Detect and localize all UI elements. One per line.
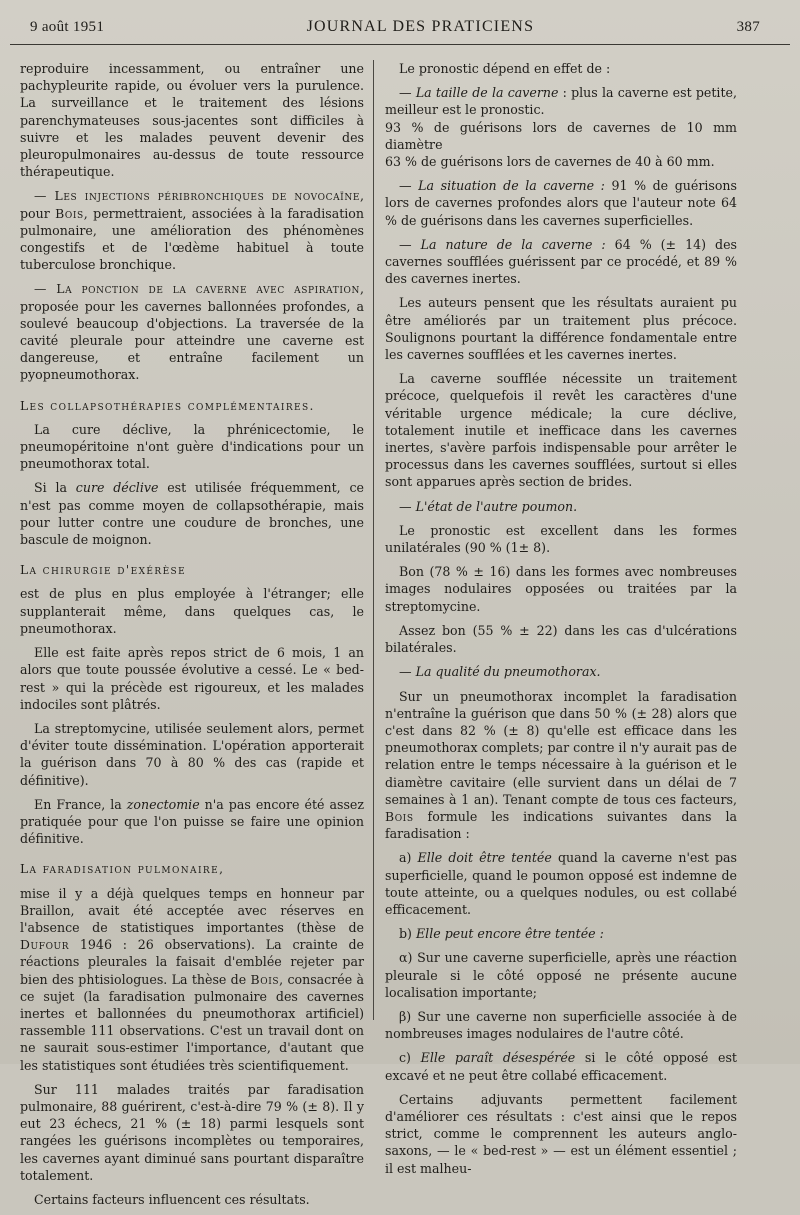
text-run: 91 % de guérisons lors de cavernes profondes alors que l'auteur note 64 % de guérisons dans les cavernes superficielles. <box>385 178 737 228</box>
emphasis: La situation de la caverne : <box>418 178 605 194</box>
text-run: n'a pas encore été assez pratiquée pour que l'on puisse se faire une opinion définitive. <box>20 796 364 847</box>
text-run: — <box>399 85 416 101</box>
text-run: si le côté opposé est excavé et ne peut être collabé efficacement. <box>385 1050 737 1083</box>
text-run: — <box>399 236 421 252</box>
text-run: — <box>399 498 416 514</box>
paragraph: Assez bon (55 % ± 22) dans les cas d'ulcérations bilatérales. <box>385 622 737 656</box>
paragraph: est de plus en plus employée à l'étranger; elle supplanterait même, dans quelques cas, le pneumothorax. <box>20 586 364 636</box>
paragraph <box>385 663 737 680</box>
text-run: , pour <box>20 188 364 221</box>
text-run: formule les indications suivantes dans la faradisation : <box>385 808 737 842</box>
paragraph <box>20 280 364 383</box>
section-heading: Les collapsothérapies complémentaires. <box>20 398 315 413</box>
header-date: 9 août 1951 <box>30 18 105 35</box>
text-run: b) <box>399 926 416 942</box>
text-run: Si la <box>34 480 76 496</box>
paragraph <box>385 236 737 288</box>
paragraph: Les auteurs pensent que les résultats auraient pu être améliorés par un traitement plus précoce. Soulignons pourtant la différence fondamentale entre les cavernes soufflées et les cavernes inertes. <box>385 295 737 363</box>
paragraph: La streptomycine, utilisée seulement alors, permet d'éviter toute dissémination. L'opération apporterait la guérison dans 70 à 80 % des cas (rapide et définitive). <box>20 720 364 788</box>
text-run: — <box>399 178 419 194</box>
run-in-heading: — La ponction de la caverne avec aspiration <box>34 281 360 297</box>
paragraph: Certains facteurs influencent ces résultats. <box>34 1191 310 1207</box>
text-run: , consacrée à ce sujet (la faradisation pulmonaire des cavernes inertes et ballonnées du pneumothorax artificiel) rassemble 111 observations. C'est un travail dont on ne saurait sous-estimer l'importance, d'autant que les statistiques sont étudiées très scientifiquement. <box>20 971 364 1073</box>
text-run: a) <box>399 850 418 866</box>
paragraph <box>20 479 364 548</box>
page-header <box>30 14 760 40</box>
text-run: c) <box>399 1050 421 1066</box>
paragraph <box>385 688 737 843</box>
text-run: quand la caverne n'est pas superficielle, quand le poumon opposé est indemne de toute atteinte, ou a quelques nodules, ou est collabé efficacement. <box>385 850 738 917</box>
paragraph: Bon (78 % ± 16) dans les formes avec nombreuses images nodulaires opposées ou traitées par la streptomycine. <box>385 564 737 614</box>
header-page-number: 387 <box>736 18 760 35</box>
right-column <box>385 60 737 1184</box>
paragraph: La cure déclive, la phrénicectomie, le pneumopéritoine n'ont guère d'indications pour un pneumothorax total. <box>20 421 364 472</box>
paragraph: β) Sur une caverne non superficielle associée à de nombreuses images nodulaires de l'autre côté. <box>385 1008 737 1042</box>
author-name: Bois <box>55 205 84 221</box>
run-in-heading: — Les injections péribronchiques de novocaïne <box>34 188 360 204</box>
text-run: , permettraient, associées à la faradisation pulmonaire, une amélioration des phénomènes congestifs et de l'œdème habituel à toute tuberculose bronchique. <box>20 205 365 273</box>
author-name: Dufour <box>20 937 70 953</box>
text-run: En France, la <box>34 796 127 812</box>
text-run: , proposée pour les cavernes ballonnées profondes, a soulevé beaucoup d'objections. La traversée de la cavité pleurale pour atteindre une caverne est dangereuse, et entraîne facilement un pyopneumothorax. <box>20 281 364 383</box>
emphasis: La taille de la caverne <box>415 85 559 101</box>
paragraph <box>385 84 737 118</box>
paragraph <box>20 187 364 273</box>
column-separator <box>373 60 374 1020</box>
paragraph <box>20 796 364 848</box>
text-run: Sur un pneumothorax incomplet la faradisation n'entraîne la guérison que dans 50 % (± 28) alors que c'est dans 82 % (± 8) qu'elle est efficace dans les pneumothorax complets; par contre il n'y aurait pas de relation entre le temps nécessaire à la guérison et le diamètre cavitaire (elle survient dans un délai de 7 semaines à 1 an). Tenant compte de tous ces facteurs, <box>385 688 737 807</box>
emphasis: Elle doit être tentée <box>417 850 552 866</box>
paragraph <box>385 849 737 918</box>
paragraph: Le pronostic dépend en effet de : <box>399 61 611 76</box>
paragraph <box>385 177 737 229</box>
header-rule <box>10 44 790 45</box>
left-column <box>20 60 364 1215</box>
paragraph: α) Sur une caverne superficielle, après une réaction pleurale si le côté opposé ne présente aucune localisation importante; <box>385 950 737 1000</box>
paragraph <box>385 925 737 942</box>
paragraph: Elle est faite après repos strict de 6 mois, 1 an alors que toute poussée évolutive a cessé. Le « bed-rest » qui la précède est rigoureux, et les malades indociles sont plâtrés. <box>20 645 364 712</box>
header-journal-title: JOURNAL DES PRATICIENS <box>306 18 535 35</box>
section-heading: La chirurgie d'exérèse <box>20 563 187 578</box>
text-run: : plus la caverne est petite, meilleur est le pronostic. <box>385 85 737 118</box>
text-run: — <box>399 664 416 680</box>
emphasis: L'état de l'autre poumon. <box>415 498 578 514</box>
emphasis: Elle peut encore être tentée : <box>415 926 604 942</box>
paragraph: 63 % de guérisons lors de cavernes de 40 à 60 mm. <box>385 154 715 170</box>
paragraph: reproduire incessamment, ou entraîner une pachypleurite rapide, ou évoluer vers la purulence. La surveillance et le traitement des lésions parenchymateuses sous-jacentes sont difficiles à suivre et les malades peuvent devenir des pleuropulmonaires au-dessus de toute ressource thérapeutique. <box>20 61 364 180</box>
author-name: Bois <box>250 971 280 987</box>
emphasis: Elle paraît désespérée <box>420 1050 576 1066</box>
text-run: 1946 : 26 observations). La crainte de réactions pleurales la faisait d'emblée rejeter par bien des phtisiologues. La thèse de <box>20 937 364 987</box>
text-run: mise il y a déjà quelques temps en honneur par Braillon, avait été acceptée avec réserves en l'absence de statistiques importantes (thèse de <box>20 885 364 935</box>
paragraph: Le pronostic est excellent dans les formes unilatérales (90 % (1± 8). <box>385 522 737 556</box>
paragraph: Sur 111 malades traités par faradisation pulmonaire, 88 guérirent, c'est-à-dire 79 % (± 8). Il y eut 23 échecs, 21 % (± 18) parmi lesquels sont rangées les guérisons incomplètes ou temporaires, les cavernes ayant diminué sans pourtant disparaître totalement. <box>20 1081 364 1183</box>
section-heading: La faradisation pulmonaire, <box>20 862 225 877</box>
paragraph: Certains adjuvants permettent facilement d'améliorer ces résultats : c'est ainsi que le repos strict, comme le comprennent les auteurs anglo-saxons, — le « bed-rest » — est un élément essentiel ; il est malheu- <box>385 1091 737 1176</box>
paragraph: 93 % de guérisons lors de cavernes de 10 mm diamètre <box>385 119 737 152</box>
emphasis: zonectomie <box>126 796 200 812</box>
paragraph: La caverne soufflée nécessite un traitement précoce, quelquefois il revêt les caractères d'une véritable urgence médicale; la cure déclive, totalement inutile et inefficace dans les cavernes inertes, s'avère parfois indispensable pour arrêter le processus dans les cavernes soufflées, surtout si elles sont apparues après section de brides. <box>385 371 737 490</box>
emphasis: La nature de la caverne : <box>420 236 606 252</box>
text-run: 64 % (± 14) des cavernes soufflées guérissent par ce procédé, et 89 % des cavernes inertes. <box>385 236 737 287</box>
emphasis: cure déclive <box>75 480 159 496</box>
text-run: est utilisée fréquemment, ce n'est pas comme moyen de collapsothérapie, mais pour lutter contre une coudure de bronches, une bascule de moignon. <box>20 480 364 548</box>
author-name: Bois <box>385 808 414 824</box>
paragraph <box>20 885 364 1074</box>
paragraph <box>385 498 737 515</box>
emphasis: La qualité du pneumothorax. <box>415 664 601 680</box>
paragraph <box>385 1049 737 1083</box>
